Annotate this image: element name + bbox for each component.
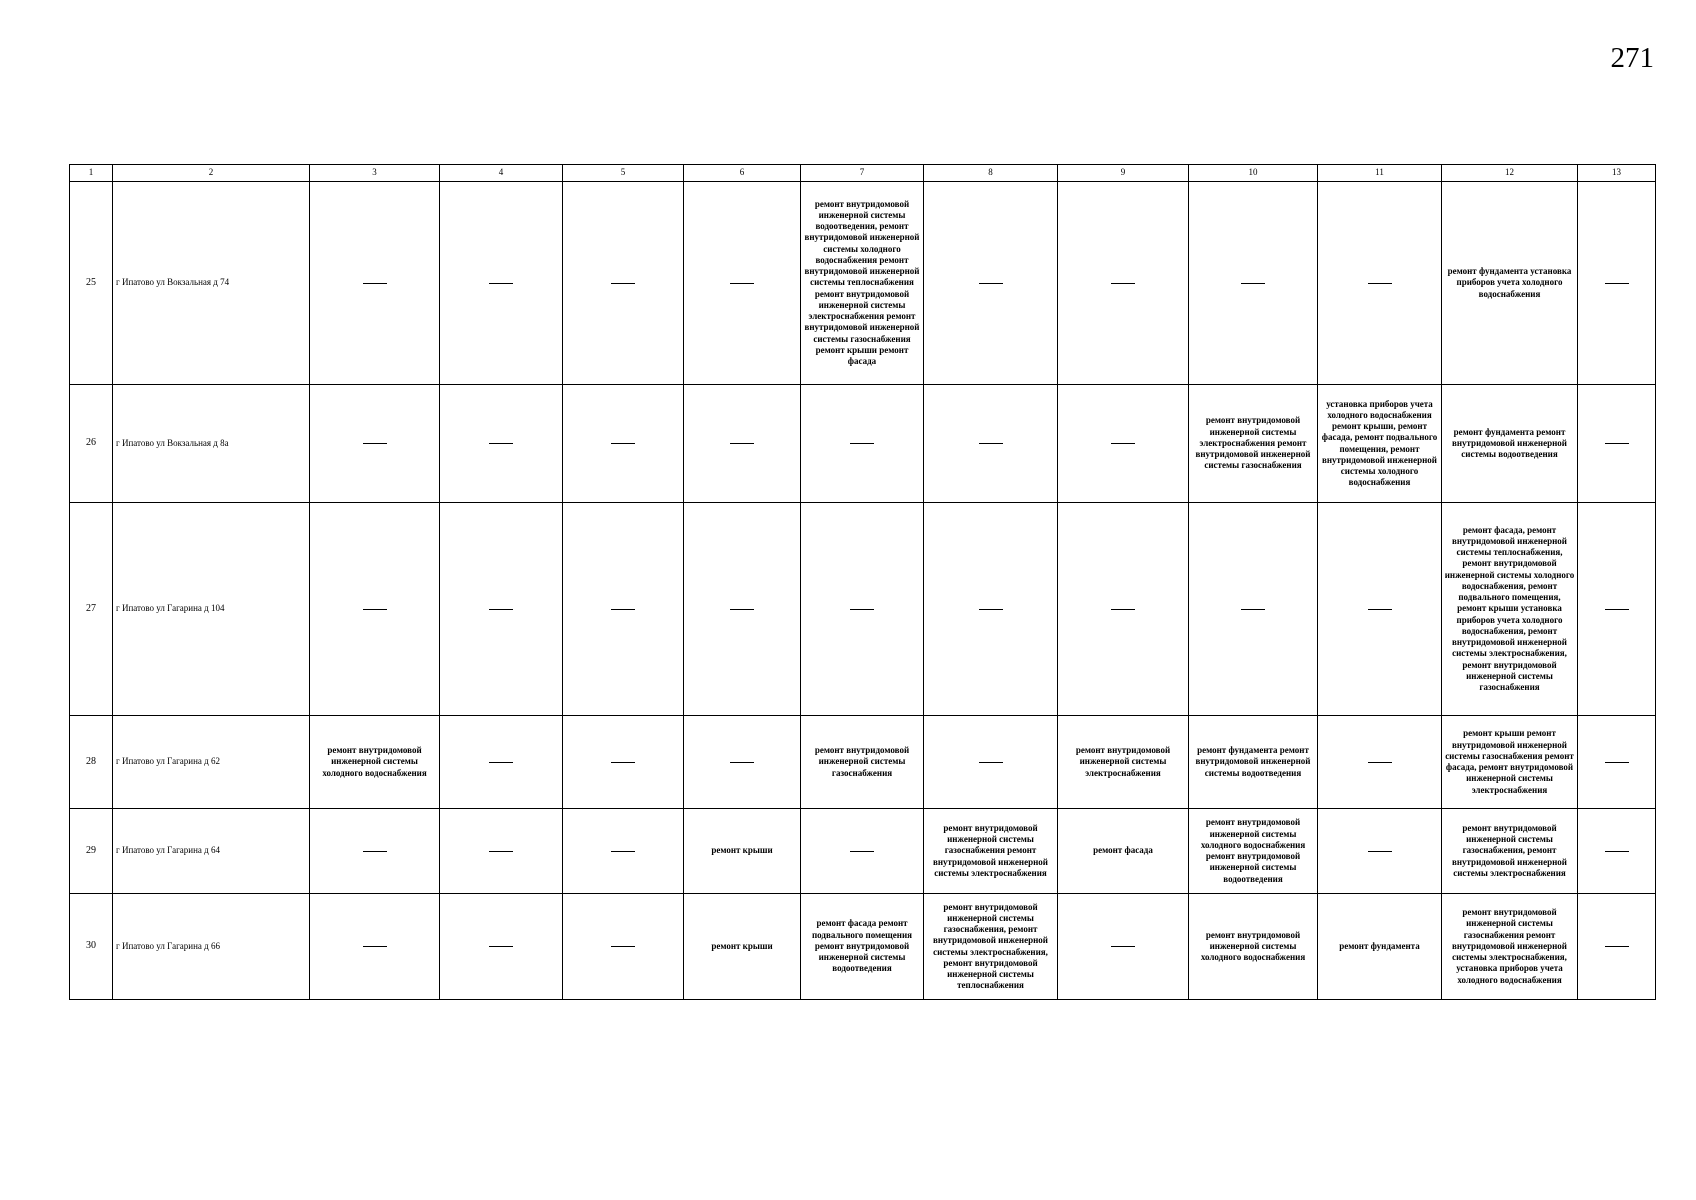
dash-mark	[363, 443, 387, 444]
work-description: ремонт крыши	[711, 940, 773, 951]
empty-dash-cell	[924, 182, 1058, 385]
empty-dash-cell	[801, 809, 924, 894]
empty-dash-cell	[563, 385, 684, 503]
row-number: 26	[70, 385, 113, 503]
empty-dash-cell	[310, 182, 440, 385]
work-cell	[924, 809, 1058, 894]
work-cell	[1442, 385, 1578, 503]
dash-mark	[730, 762, 754, 763]
work-description: ремонт внутридомовой инженерной системы холодного водоснабжения ремонт внутридомовой инженерной системы водоотведения	[1200, 817, 1306, 884]
work-description: ремонт внутридомовой инженерной системы холодного водоснабжения	[1200, 929, 1306, 963]
work-description: ремонт внутридомовой инженерной системы газоснабжения ремонт внутридомовой инженерной системы электроснабжения	[932, 822, 1048, 878]
address-cell: г Ипатово ул Гагарина д 64	[113, 809, 310, 894]
empty-dash-cell	[1578, 894, 1656, 1000]
empty-dash-cell	[1189, 503, 1318, 716]
dash-mark	[363, 283, 387, 284]
page-number: 271	[1610, 42, 1654, 74]
empty-dash-cell	[310, 385, 440, 503]
dash-mark	[1111, 946, 1135, 947]
empty-dash-cell	[1058, 182, 1189, 385]
dash-mark	[979, 283, 1003, 284]
column-number: 3	[310, 165, 440, 182]
column-number: 5	[563, 165, 684, 182]
dash-mark	[730, 283, 754, 284]
empty-dash-cell	[310, 503, 440, 716]
table-row	[70, 503, 1656, 716]
column-number: 11	[1318, 165, 1442, 182]
dash-mark	[1605, 851, 1629, 852]
dash-mark	[979, 609, 1003, 610]
empty-dash-cell	[1578, 809, 1656, 894]
dash-mark	[1111, 283, 1135, 284]
dash-mark	[611, 762, 635, 763]
work-cell	[684, 809, 801, 894]
work-description: ремонт крыши	[711, 845, 773, 856]
dash-mark	[1111, 609, 1135, 610]
dash-mark	[1605, 443, 1629, 444]
empty-dash-cell	[1318, 716, 1442, 809]
work-description: ремонт крыши ремонт внутридомовой инженерной системы газоснабжения ремонт фасада, ремонт внутридомовой инженерной системы электроснабжения	[1445, 728, 1574, 795]
empty-dash-cell	[440, 503, 563, 716]
dash-mark	[1605, 283, 1629, 284]
dash-mark	[1111, 443, 1135, 444]
column-number: 7	[801, 165, 924, 182]
empty-dash-cell	[310, 809, 440, 894]
dash-mark	[489, 283, 513, 284]
column-number: 8	[924, 165, 1058, 182]
table-row	[70, 385, 1656, 503]
empty-dash-cell	[1058, 503, 1189, 716]
empty-dash-cell	[563, 809, 684, 894]
work-description: ремонт фундамента ремонт внутридомовой инженерной системы водоотведения	[1195, 745, 1311, 778]
empty-dash-cell	[1318, 182, 1442, 385]
empty-dash-cell	[1578, 182, 1656, 385]
dash-mark	[1241, 609, 1265, 610]
work-cell	[1442, 503, 1578, 716]
dash-mark	[850, 609, 874, 610]
dash-mark	[489, 851, 513, 852]
column-number: 10	[1189, 165, 1318, 182]
address-cell: г Ипатово ул Гагарина д 62	[113, 716, 310, 809]
work-description: ремонт внутридомовой инженерной системы электроснабжения ремонт внутридомовой инженерной системы газоснабжения	[1195, 415, 1311, 471]
empty-dash-cell	[563, 716, 684, 809]
empty-dash-cell	[1578, 503, 1656, 716]
table-row	[70, 182, 1656, 385]
column-number: 4	[440, 165, 563, 182]
empty-dash-cell	[440, 894, 563, 1000]
work-cell	[801, 716, 924, 809]
dash-mark	[363, 851, 387, 852]
work-description: ремонт внутридомовой инженерной системы газоснабжения	[814, 745, 910, 778]
work-description: ремонт фундамента установка приборов учета холодного водоснабжения	[1447, 266, 1572, 299]
dash-mark	[1605, 609, 1629, 610]
table-row	[70, 809, 1656, 894]
empty-dash-cell	[563, 182, 684, 385]
work-cell	[1189, 385, 1318, 503]
empty-dash-cell	[684, 182, 801, 385]
work-cell	[1189, 894, 1318, 1000]
dash-mark	[850, 443, 874, 444]
work-description: установка приборов учета холодного водоснабжения ремонт крыши, ремонт фасада, ремонт подвального помещения, ремонт внутридомовой инженерной системы холодного водоснабжения	[1321, 398, 1438, 488]
work-cell	[801, 182, 924, 385]
address-cell: г Ипатово ул Вокзальная д 8а	[113, 385, 310, 503]
work-description: ремонт внутридомовой инженерной системы газоснабжения, ремонт внутридомовой инженерной системы электроснабжения	[1451, 822, 1567, 878]
empty-dash-cell	[440, 716, 563, 809]
address-cell: г Ипатово ул Гагарина д 66	[113, 894, 310, 1000]
dash-mark	[1368, 283, 1392, 284]
empty-dash-cell	[1318, 503, 1442, 716]
work-description: ремонт фасада ремонт подвального помещения ремонт внутридомовой инженерной системы водоотведения	[812, 918, 912, 974]
dash-mark	[730, 609, 754, 610]
dash-mark	[489, 609, 513, 610]
empty-dash-cell	[1318, 809, 1442, 894]
work-cell	[1442, 809, 1578, 894]
empty-dash-cell	[1189, 182, 1318, 385]
work-description: ремонт внутридомовой инженерной системы водоотведения, ремонт внутридомовой инженерной системы холодного водоснабжения ремонт внутридомовой инженерной системы теплоснабжения ремонт внутридомовой инженерной системы электроснабжения ремонт внутридомовой инженерной системы газоснабжения ремонт крыши ремонт фасада	[804, 198, 920, 367]
dash-mark	[611, 283, 635, 284]
empty-dash-cell	[1578, 716, 1656, 809]
empty-dash-cell	[801, 385, 924, 503]
empty-dash-cell	[563, 894, 684, 1000]
dash-mark	[363, 609, 387, 610]
row-number: 25	[70, 182, 113, 385]
dash-mark	[1605, 946, 1629, 947]
dash-mark	[489, 443, 513, 444]
work-description: ремонт внутридомовой инженерной системы электроснабжения	[1075, 745, 1171, 778]
dash-mark	[611, 851, 635, 852]
work-cell	[1189, 809, 1318, 894]
work-cell	[1058, 809, 1189, 894]
empty-dash-cell	[440, 809, 563, 894]
table-row	[70, 716, 1656, 809]
empty-dash-cell	[1578, 385, 1656, 503]
work-cell	[1442, 894, 1578, 1000]
empty-dash-cell	[801, 503, 924, 716]
dash-mark	[1368, 851, 1392, 852]
dash-mark	[1241, 283, 1265, 284]
dash-mark	[489, 946, 513, 947]
row-number: 30	[70, 894, 113, 1000]
work-cell	[1058, 716, 1189, 809]
empty-dash-cell	[1058, 385, 1189, 503]
work-cell	[801, 894, 924, 1000]
work-description: ремонт внутридомовой инженерной системы газоснабжения ремонт внутридомовой инженерной системы электроснабжения, установка приборов учета холодного водоснабжения	[1451, 907, 1567, 985]
column-number: 1	[70, 165, 113, 182]
work-cell	[1318, 894, 1442, 1000]
empty-dash-cell	[440, 385, 563, 503]
work-cell	[1189, 716, 1318, 809]
work-cell	[684, 894, 801, 1000]
dash-mark	[730, 443, 754, 444]
dash-mark	[1368, 609, 1392, 610]
work-cell	[310, 716, 440, 809]
dash-mark	[850, 851, 874, 852]
work-description: ремонт фундамента ремонт внутридомовой инженерной системы водоотведения	[1451, 426, 1567, 460]
column-number: 12	[1442, 165, 1578, 182]
dash-mark	[611, 946, 635, 947]
empty-dash-cell	[1058, 894, 1189, 1000]
work-description: ремонт фасада	[1093, 845, 1153, 856]
table-row	[70, 894, 1656, 1000]
row-number: 29	[70, 809, 113, 894]
empty-dash-cell	[924, 503, 1058, 716]
column-number: 13	[1578, 165, 1656, 182]
empty-dash-cell	[440, 182, 563, 385]
dash-mark	[1368, 762, 1392, 763]
work-cell	[924, 894, 1058, 1000]
column-number-row	[70, 165, 1656, 182]
address-cell: г Ипатово ул Гагарина д 104	[113, 503, 310, 716]
work-description: ремонт внутридомовой инженерной системы газоснабжения, ремонт внутридомовой инженерной системы электроснабжения, ремонт внутридомовой инженерной системы теплоснабжения	[932, 901, 1048, 991]
dash-mark	[363, 946, 387, 947]
empty-dash-cell	[684, 503, 801, 716]
empty-dash-cell	[563, 503, 684, 716]
dash-mark	[1605, 762, 1629, 763]
empty-dash-cell	[924, 385, 1058, 503]
row-number: 28	[70, 716, 113, 809]
work-description: ремонт внутридомовой инженерной системы холодного водоснабжения	[322, 745, 427, 778]
empty-dash-cell	[684, 716, 801, 809]
work-description: ремонт фундамента	[1339, 940, 1420, 951]
dash-mark	[611, 609, 635, 610]
column-number: 6	[684, 165, 801, 182]
empty-dash-cell	[310, 894, 440, 1000]
row-number: 27	[70, 503, 113, 716]
work-cell	[1442, 716, 1578, 809]
dash-mark	[979, 762, 1003, 763]
repair-schedule-table	[69, 164, 1656, 1000]
dash-mark	[489, 762, 513, 763]
work-cell	[1318, 385, 1442, 503]
column-number: 2	[113, 165, 310, 182]
dash-mark	[611, 443, 635, 444]
work-description: ремонт фасада, ремонт внутридомовой инженерной системы теплоснабжения, ремонт внутридомовой инженерной системы холодного водоснабжения, ремонт подвального помещения, ремонт крыши установка приборов учета холодного водоснабжения, ремонт внутридомовой инженерной системы электроснабжения, ремонт внутридомовой инженерной системы газоснабжения	[1444, 524, 1575, 693]
work-cell	[1442, 182, 1578, 385]
empty-dash-cell	[684, 385, 801, 503]
column-number: 9	[1058, 165, 1189, 182]
empty-dash-cell	[924, 716, 1058, 809]
address-cell: г Ипатово ул Вокзальная д 74	[113, 182, 310, 385]
dash-mark	[979, 443, 1003, 444]
